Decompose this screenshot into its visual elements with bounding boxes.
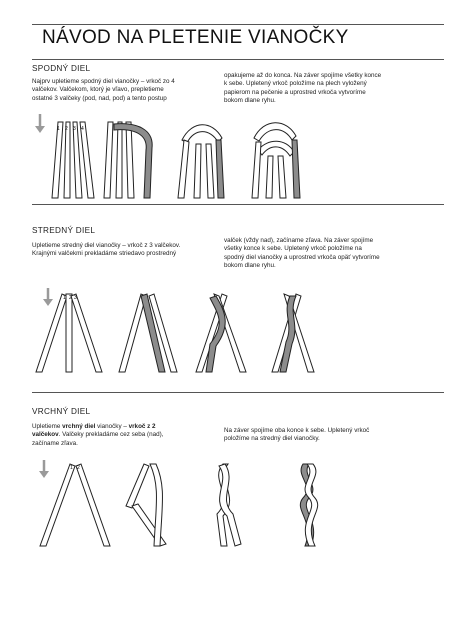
down-arrow-icon — [43, 288, 53, 306]
strand-number: 4 — [81, 126, 84, 132]
figure-stredny-step-1 — [30, 284, 110, 376]
page-title: NÁVOD NA PLETENIE VIANOČKY — [42, 27, 349, 48]
strand-number: 2 — [65, 126, 68, 132]
section-text-stredny-left: Upletieme stredný diel vianočky – vrkoč z 3 valčekov. Krajnými valčekmi prekladáme striedavo prostredný — [32, 242, 181, 258]
strand-number: 2 — [77, 465, 80, 471]
title-rule — [32, 59, 444, 60]
figure-spodny-step-2 — [100, 110, 160, 205]
section-text-vrchny-right: Na záver spojíme oba konce k sebe. Upletený vrkoč položíme na stredný diel vianočky. — [224, 427, 370, 443]
section-heading-vrchny: VRCHNÝ DIEL — [32, 407, 91, 416]
section-text-stredny-right: valček (vždy nad), začíname zľava. Na záver spojíme všetky konce k sebe. Upletený vrkoč položíme na spodný diel vianočky a uprostred vrkoča opäť vytvoríme bokom dlane ryhu. — [224, 237, 380, 270]
section-heading-stredny: STREDNÝ DIEL — [32, 226, 96, 235]
strand-number: 1 — [70, 465, 73, 471]
section-text-vrchny-left: Upletieme vrchný diel vianočky – vrkoč z 2 valčekov. Valčeky prekladáme cez seba (nad), začíname zľava. — [32, 423, 164, 447]
figure-vrchny-step-4 — [285, 456, 335, 552]
strand-number: 1 — [63, 295, 66, 301]
strand-number: 2 — [69, 295, 72, 301]
down-arrow-icon — [39, 460, 49, 478]
figure-spodny-step-3 — [172, 110, 232, 205]
figure-spodny-step-1 — [30, 110, 100, 205]
strand-number: 3 — [74, 295, 77, 301]
figure-stredny-step-3 — [188, 284, 258, 376]
figure-vrchny-step-3 — [195, 456, 255, 552]
figure-stredny-step-4 — [260, 284, 330, 376]
section-text-spodny-left: Najprv upletieme spodný diel vianočky – vrkoč zo 4 valčekov. Valčekom, ktorý je vľavo, prepletieme ostatné 3 valčeky (pod, nad, pod) a tento postup — [32, 78, 175, 102]
figure-vrchny-step-2 — [120, 456, 180, 552]
section-text-spodny-right: opakujeme až do konca. Na záver spojíme všetky konce k sebe. Upletený vrkoč položíme na plech vyložený papierom na pečenie a uprostred vrkoča vytvoríme bokom dlane ryhu. — [224, 72, 382, 105]
figure-spodny-step-4 — [244, 110, 308, 205]
strand-number: 1 — [57, 126, 60, 132]
figure-stredny-step-2 — [115, 284, 185, 376]
strand-number: 3 — [73, 126, 76, 132]
section-rule-1 — [32, 204, 444, 205]
section-heading-spodny: SPODNÝ DIEL — [32, 64, 91, 73]
section-rule-2 — [32, 392, 444, 393]
figure-vrchny-step-1 — [30, 456, 120, 552]
down-arrow-icon — [35, 114, 45, 133]
top-rule — [32, 24, 444, 25]
